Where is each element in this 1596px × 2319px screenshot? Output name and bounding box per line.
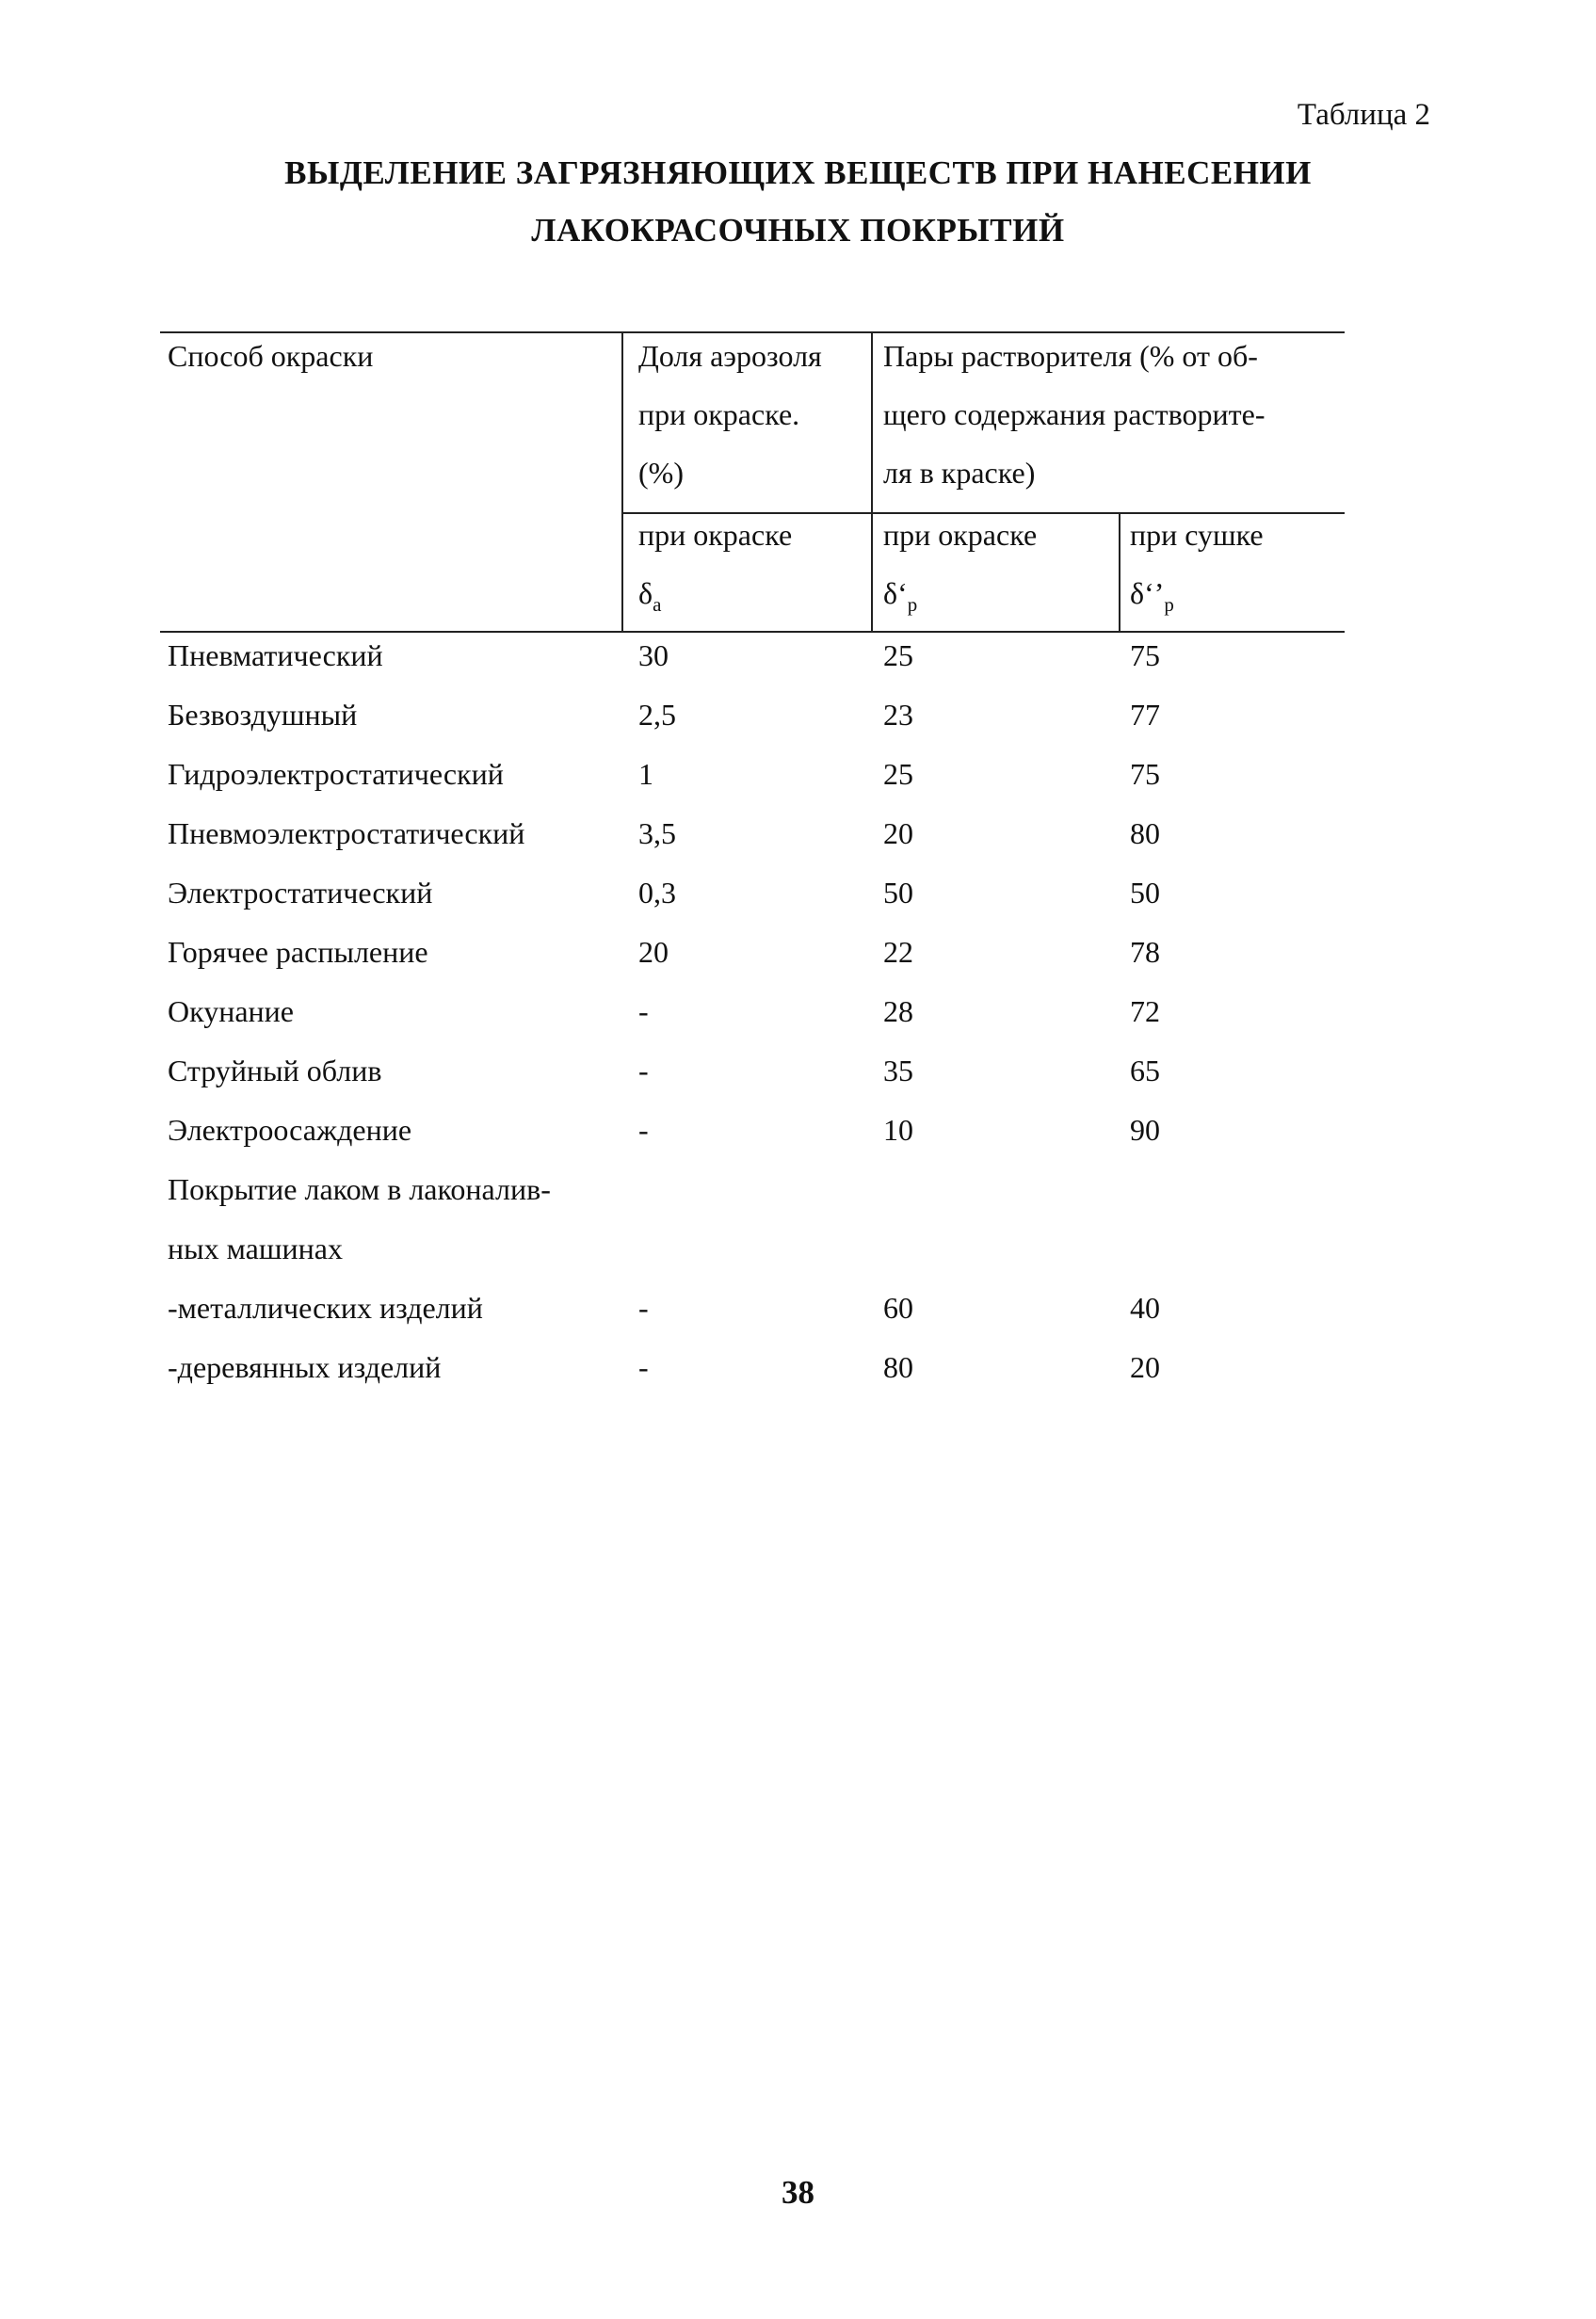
row-12-method: -металлических изделий <box>168 1291 483 1325</box>
row-11-method: ных машинах <box>168 1232 343 1265</box>
row-8-painting: 35 <box>883 1054 913 1087</box>
emissions-table <box>160 331 1345 1414</box>
row-1-drying: 75 <box>1130 638 1160 672</box>
symbol-delta-a: δ <box>638 576 653 610</box>
symbol-delta-p2: δ‘’ <box>1130 576 1165 610</box>
row-3-aerosol: 1 <box>638 757 653 791</box>
row-5-aerosol: 0,3 <box>638 876 676 910</box>
row-7-painting: 28 <box>883 994 913 1028</box>
column-divider-2 <box>871 331 873 633</box>
row-3-method: Гидроэлектростатический <box>168 757 504 791</box>
header-aerosol-line-3: (%) <box>638 456 684 490</box>
symbol-delta-p1-subscript: p <box>907 593 918 616</box>
column-divider-3 <box>1119 512 1120 633</box>
symbol-delta-p1: δ‘ <box>883 576 908 610</box>
row-9-aerosol: - <box>638 1113 649 1147</box>
row-4-drying: 80 <box>1130 816 1160 850</box>
header-solvent-line-3: ля в краске) <box>883 456 1036 490</box>
row-3-drying: 75 <box>1130 757 1160 791</box>
row-5-painting: 50 <box>883 876 913 910</box>
row-13-drying: 20 <box>1130 1350 1160 1384</box>
row-6-aerosol: 20 <box>638 935 669 969</box>
column-divider-1 <box>621 331 623 633</box>
row-7-aerosol: - <box>638 994 649 1028</box>
symbol-delta-p2-subscript: p <box>1164 593 1174 616</box>
header-solvent-drying-symbol <box>1130 578 1174 620</box>
row-1-painting: 25 <box>883 638 913 672</box>
header-solvent-line-2: щего содержания растворите- <box>883 397 1266 431</box>
page-number: 38 <box>782 2174 814 2211</box>
row-1-aerosol: 30 <box>638 638 669 672</box>
row-10-method: Покрытие лаком в лаконалив- <box>168 1172 551 1206</box>
row-5-method: Электростатический <box>168 876 433 910</box>
row-8-method: Струйный облив <box>168 1054 382 1087</box>
table-label: Таблица 2 <box>1297 98 1430 132</box>
row-3-painting: 25 <box>883 757 913 791</box>
row-13-painting: 80 <box>883 1350 913 1384</box>
row-13-aerosol: - <box>638 1350 649 1384</box>
symbol-delta-a-subscript: a <box>653 593 662 616</box>
header-solvent-painting-symbol <box>883 578 917 620</box>
row-8-drying: 65 <box>1130 1054 1160 1087</box>
row-12-aerosol: - <box>638 1291 649 1325</box>
row-2-aerosol: 2,5 <box>638 698 676 732</box>
row-9-drying: 90 <box>1130 1113 1160 1147</box>
header-aerosol-painting: при окраске <box>638 518 793 552</box>
table-title-line-1: ВЫДЕЛЕНИЕ ЗАГРЯЗНЯЮЩИХ ВЕЩЕСТВ ПРИ НАНЕСЕНИИ <box>284 154 1312 191</box>
header-method: Способ окраски <box>168 339 374 373</box>
row-4-aerosol: 3,5 <box>638 816 676 850</box>
row-9-method: Электроосаждение <box>168 1113 412 1147</box>
row-13-method: -деревянных изделий <box>168 1350 442 1384</box>
header-bottom-rule <box>160 631 1345 633</box>
row-12-painting: 60 <box>883 1291 913 1325</box>
row-8-aerosol: - <box>638 1054 649 1087</box>
header-sub-rule <box>621 512 1345 514</box>
table-top-rule <box>160 331 1345 333</box>
header-solvent-drying: при сушке <box>1130 518 1264 552</box>
row-2-method: Безвоздушный <box>168 698 358 732</box>
row-2-painting: 23 <box>883 698 913 732</box>
row-4-painting: 20 <box>883 816 913 850</box>
row-12-drying: 40 <box>1130 1291 1160 1325</box>
row-7-drying: 72 <box>1130 994 1160 1028</box>
row-2-drying: 77 <box>1130 698 1160 732</box>
row-6-drying: 78 <box>1130 935 1160 969</box>
table-title-line-2: ЛАКОКРАСОЧНЫХ ПОКРЫТИЙ <box>531 212 1065 249</box>
row-6-method: Горячее распыление <box>168 935 428 969</box>
header-aerosol-line-2: при окраске. <box>638 397 800 431</box>
row-9-painting: 10 <box>883 1113 913 1147</box>
row-4-method: Пневмоэлектростатический <box>168 816 525 850</box>
row-1-method: Пневматический <box>168 638 383 672</box>
row-6-painting: 22 <box>883 935 913 969</box>
header-aerosol-symbol <box>638 578 661 620</box>
row-7-method: Окунание <box>168 994 294 1028</box>
header-solvent-painting: при окраске <box>883 518 1038 552</box>
header-solvent-line-1: Пары растворителя (% от об- <box>883 339 1258 373</box>
header-aerosol-line-1: Доля аэрозоля <box>638 339 822 373</box>
row-5-drying: 50 <box>1130 876 1160 910</box>
